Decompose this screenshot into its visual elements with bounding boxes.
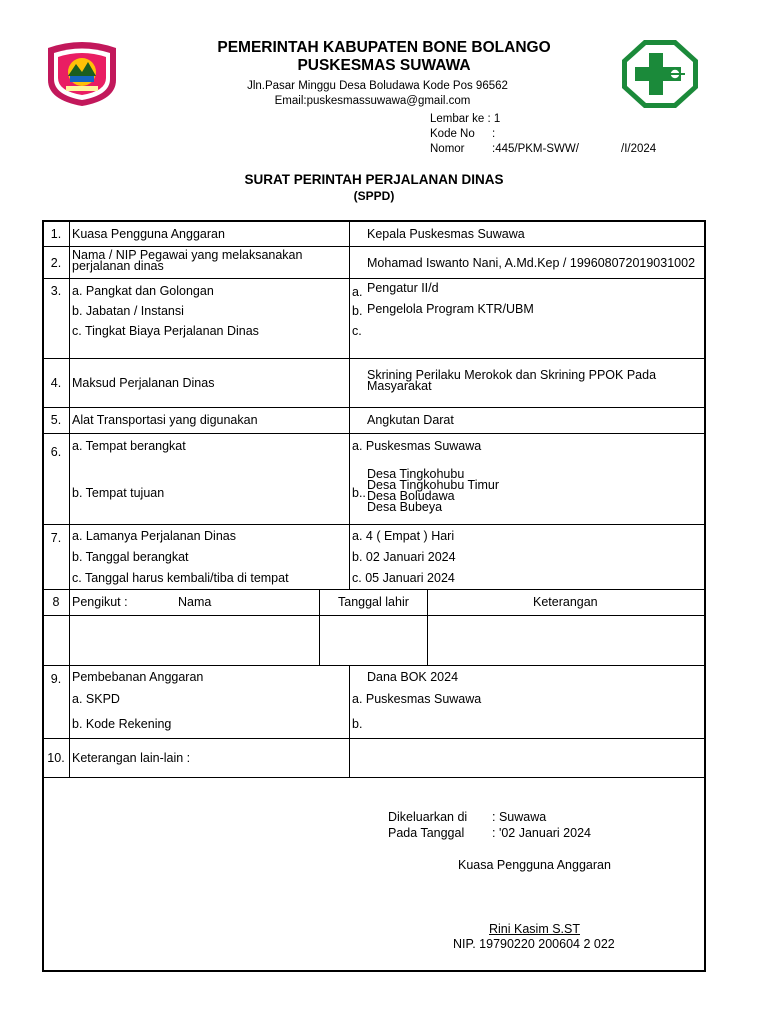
row-divider	[42, 524, 706, 525]
nomor-label: Nomor	[430, 143, 465, 155]
skpd-label: a. SKPD	[72, 692, 120, 706]
pengikut-column-divider	[427, 589, 428, 666]
tujuan-item: Desa Bubeya	[367, 500, 443, 514]
maksud-label: Maksud Perjalanan Dinas	[72, 376, 215, 390]
signer-name: Rini Kasim S.ST	[489, 922, 580, 936]
biaya-label: c. Tingkat Biaya Perjalanan Dinas	[72, 324, 259, 338]
row-divider	[42, 665, 706, 666]
row-number: 5.	[50, 413, 62, 427]
lamanya-label: a. Lamanya Perjalanan Dinas	[72, 529, 236, 543]
header-government-name: PEMERINTAH KABUPATEN BONE BOLANGO	[217, 39, 551, 56]
pengikut-tgl-lahir-header: Tanggal lahir	[338, 595, 409, 609]
keterangan-lain-label: Keterangan lain-lain :	[72, 751, 191, 765]
number-column-divider	[69, 222, 70, 778]
pengikut-column-divider	[319, 589, 320, 666]
signer-nip: NIP. 19790220 200604 2 022	[453, 937, 615, 951]
kode-label: Kode No	[430, 128, 475, 140]
header-email: Email:puskesmassuwawa@gmail.com	[274, 95, 471, 107]
tgl-kembali-label: c. Tanggal harus kembali/tiba di tempat	[72, 571, 289, 585]
jabatan-prefix: b.	[352, 304, 363, 318]
signature-role: Kuasa Pengguna Anggaran	[458, 858, 611, 872]
puskesmas-cross-logo	[621, 39, 699, 109]
kode-rekening-label: b. Kode Rekening	[72, 717, 172, 731]
kode-value: :	[492, 128, 496, 140]
lembar-label: Lembar ke : 1	[430, 113, 501, 125]
pangkat-prefix: a.	[352, 285, 363, 299]
jabatan-label: b. Jabatan / Instansi	[72, 304, 184, 318]
row-divider	[42, 358, 706, 359]
pengikut-label: Pengikut :	[72, 595, 128, 609]
nomor-date: /I/2024	[621, 143, 657, 155]
tujuan-item: Desa Tingkohubu	[367, 467, 465, 481]
lamanya-value: a. 4 ( Empat ) Hari	[352, 529, 455, 543]
maksud-value: Skrining Perilaku Merokok dan Skrining PPOK Pada Masyarakat	[367, 368, 657, 393]
nomor-value: :445/PKM-SWW/	[492, 143, 579, 155]
tanggal-label: Pada Tanggal	[388, 826, 465, 840]
kuasa-label: Kuasa Pengguna Anggaran	[72, 227, 225, 241]
tgl-berangkat-label: b. Tanggal berangkat	[72, 550, 189, 564]
tgl-kembali-value: c. 05 Januari 2024	[352, 571, 455, 585]
row-divider	[42, 278, 706, 279]
row-number: 4.	[50, 376, 62, 390]
pangkat-value: Pengatur II/d	[367, 281, 439, 295]
row-number: 1.	[50, 227, 62, 241]
pengikut-nama-header: Nama	[178, 595, 212, 609]
jabatan-value: Pengelola Program KTR/UBM	[367, 302, 534, 316]
row-divider	[42, 589, 706, 590]
row-number: 8	[52, 595, 60, 609]
header-puskesmas-name: PUSKESMAS SUWAWA	[297, 57, 471, 74]
document-subtitle: (SPPD)	[353, 189, 395, 203]
row-number: 3.	[50, 284, 62, 298]
pengikut-keterangan-header: Keterangan	[533, 595, 598, 609]
document-title: SURAT PERINTAH PERJALANAN DINAS	[244, 172, 504, 187]
berangkat-label: a. Tempat berangkat	[72, 439, 186, 453]
dikeluarkan-value: : Suwawa	[492, 810, 547, 824]
row-divider	[42, 777, 706, 778]
transportasi-label: Alat Transportasi yang digunakan	[72, 413, 258, 427]
tujuan-item: Desa Boludawa	[367, 489, 455, 503]
header-address: Jln.Pasar Minggu Desa Boludawa Kode Pos 96562	[247, 80, 508, 92]
row-number: 7.	[50, 531, 62, 545]
tujuan-list	[367, 469, 499, 513]
row-divider	[42, 615, 706, 616]
row-divider	[42, 738, 706, 739]
dikeluarkan-label: Dikeluarkan di	[388, 810, 468, 824]
row-number: 2.	[50, 256, 62, 270]
value-column-divider	[349, 222, 350, 590]
row-number: 9.	[50, 672, 62, 686]
berangkat-value: a. Puskesmas Suwawa	[352, 439, 482, 453]
tgl-berangkat-value: b. 02 Januari 2024	[352, 550, 456, 564]
skpd-value: a. Puskesmas Suwawa	[352, 692, 482, 706]
tanggal-value: : '02 Januari 2024	[492, 826, 591, 840]
tujuan-label: b. Tempat tujuan	[72, 486, 165, 500]
value-column-divider	[349, 665, 350, 778]
biaya-prefix: c.	[352, 324, 362, 338]
row-divider	[42, 407, 706, 408]
transportasi-value: Angkutan Darat	[367, 413, 454, 427]
pegawai-value: Mohamad Iswanto Nani, A.Md.Kep / 199608072019031002	[367, 256, 696, 270]
row-divider	[42, 433, 706, 434]
kode-rekening-value: b.	[352, 717, 363, 731]
tujuan-item: Desa Tingkohubu Timur	[367, 478, 500, 492]
pegawai-label: Nama / NIP Pegawai yang melaksanakan perjalanan dinas	[72, 248, 303, 273]
row-number: 10.	[47, 751, 65, 765]
row-number: 6.	[50, 445, 62, 459]
pembebanan-value: Dana BOK 2024	[367, 670, 459, 684]
row-divider	[42, 246, 706, 247]
pangkat-label: a. Pangkat dan Golongan	[72, 284, 214, 298]
pembebanan-label: Pembebanan Anggaran	[72, 670, 204, 684]
kuasa-value: Kepala Puskesmas Suwawa	[367, 227, 525, 241]
tujuan-prefix: b..	[352, 486, 366, 500]
